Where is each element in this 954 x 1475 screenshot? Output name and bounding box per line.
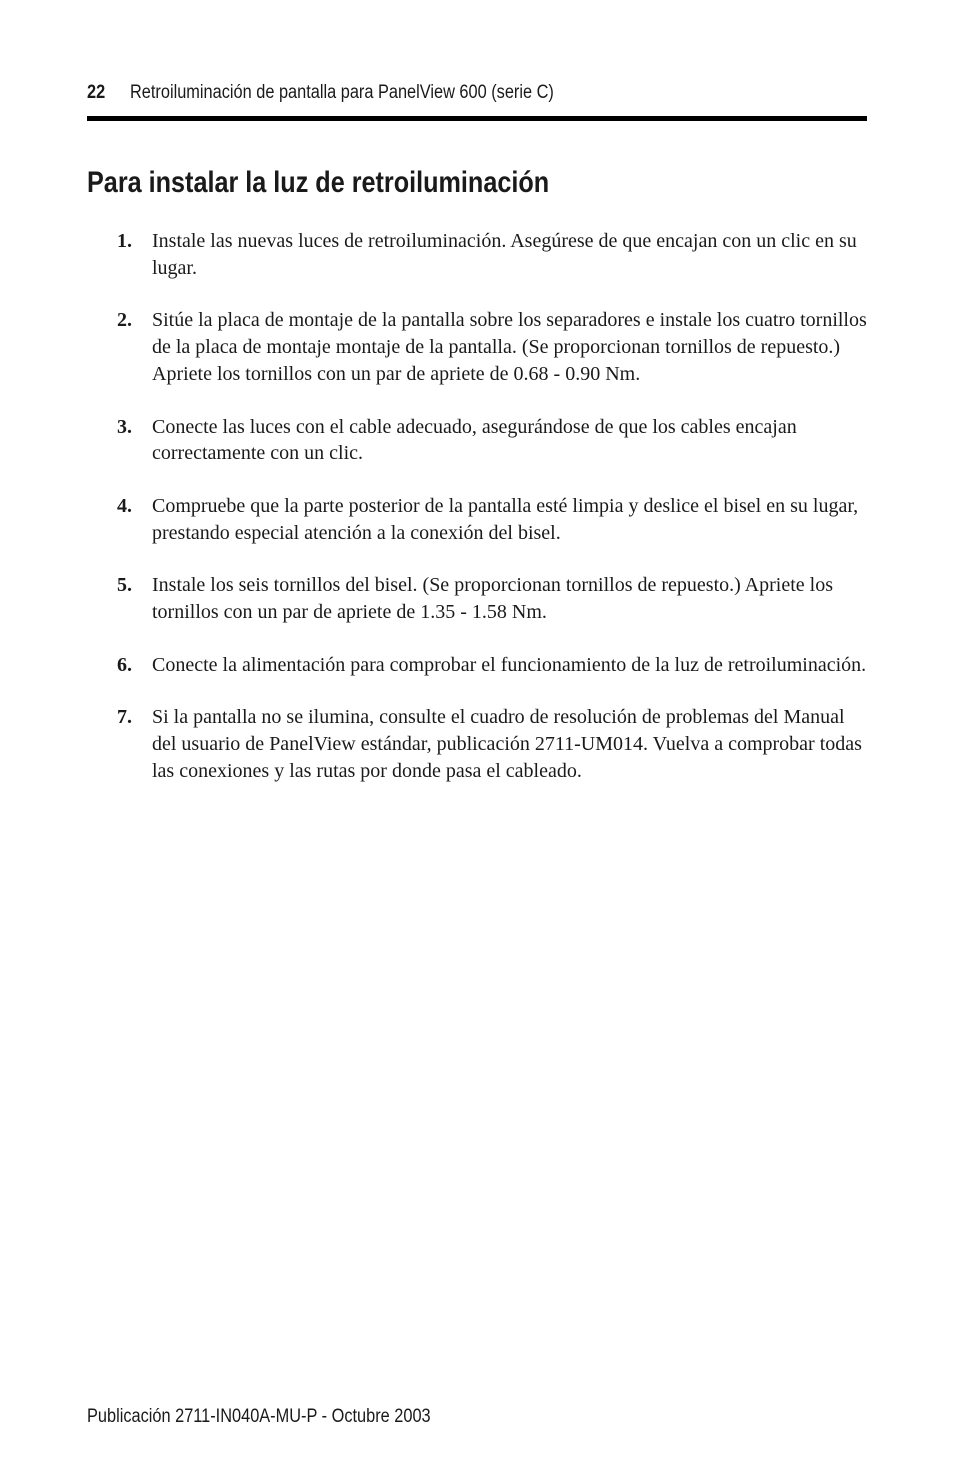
step-number: 3. [117, 415, 132, 438]
step-item [117, 493, 867, 546]
step-item [117, 228, 867, 281]
step-number: 2. [117, 309, 132, 332]
step-item [117, 652, 867, 679]
step-text: Conecte la alimentación para comprobar el funcionamiento de la luz de retroiluminación. [152, 653, 867, 676]
page-number: 22 [87, 82, 106, 103]
step-number: 7. [117, 706, 132, 729]
step-item [117, 307, 867, 387]
step-item [117, 704, 867, 784]
steps-list [117, 228, 867, 811]
step-text: Conecte las luces con el cable adecuado, asegurándose de que los cables encajan correctamente con un clic. [152, 415, 797, 465]
section-title: Para instalar la luz de retroiluminación [87, 166, 550, 199]
step-number: 6. [117, 653, 132, 676]
step-number: 4. [117, 494, 132, 517]
page-footer: Publicación 2711-IN040A-MU-P - Octubre 2003 [87, 1406, 431, 1427]
page-header [87, 82, 758, 108]
step-item [117, 414, 867, 467]
step-text: Instale los seis tornillos del bisel. (Se proporcionan tornillos de repuesto.) Apriete los tornillos con un par de apriete de 1.35 - 1.58 Nm. [152, 574, 833, 624]
running-title: Retroiluminación de pantalla para PanelView 600 (serie C) [130, 82, 554, 103]
step-text: Si la pantalla no se ilumina, consulte el cuadro de resolución de problemas del Manual del usuario de PanelView estándar, publicación 2711-UM014. Vuelva a comprobar todas las conexiones y las rutas por donde pasa el cableado. [152, 706, 862, 782]
step-number: 5. [117, 574, 132, 597]
step-text: Sitúe la placa de montaje de la pantalla sobre los separadores e instale los cuatro tornillos de la placa de montaje montaje de la pantalla. (Se proporcionan tornillos de repuesto.) Apriete los tornillos con un par de apriete de 0.68 - 0.90 Nm. [152, 309, 867, 385]
step-number: 1. [117, 230, 132, 252]
step-text: Instale las nuevas luces de retroiluminación. Asegúrese de que encajan con un clic en su lugar. [152, 230, 857, 279]
header-rule [87, 116, 867, 121]
step-item [117, 572, 867, 625]
step-text: Compruebe que la parte posterior de la pantalla esté limpia y deslice el bisel en su lugar, prestando especial atención a la conexión del bisel. [152, 494, 859, 544]
